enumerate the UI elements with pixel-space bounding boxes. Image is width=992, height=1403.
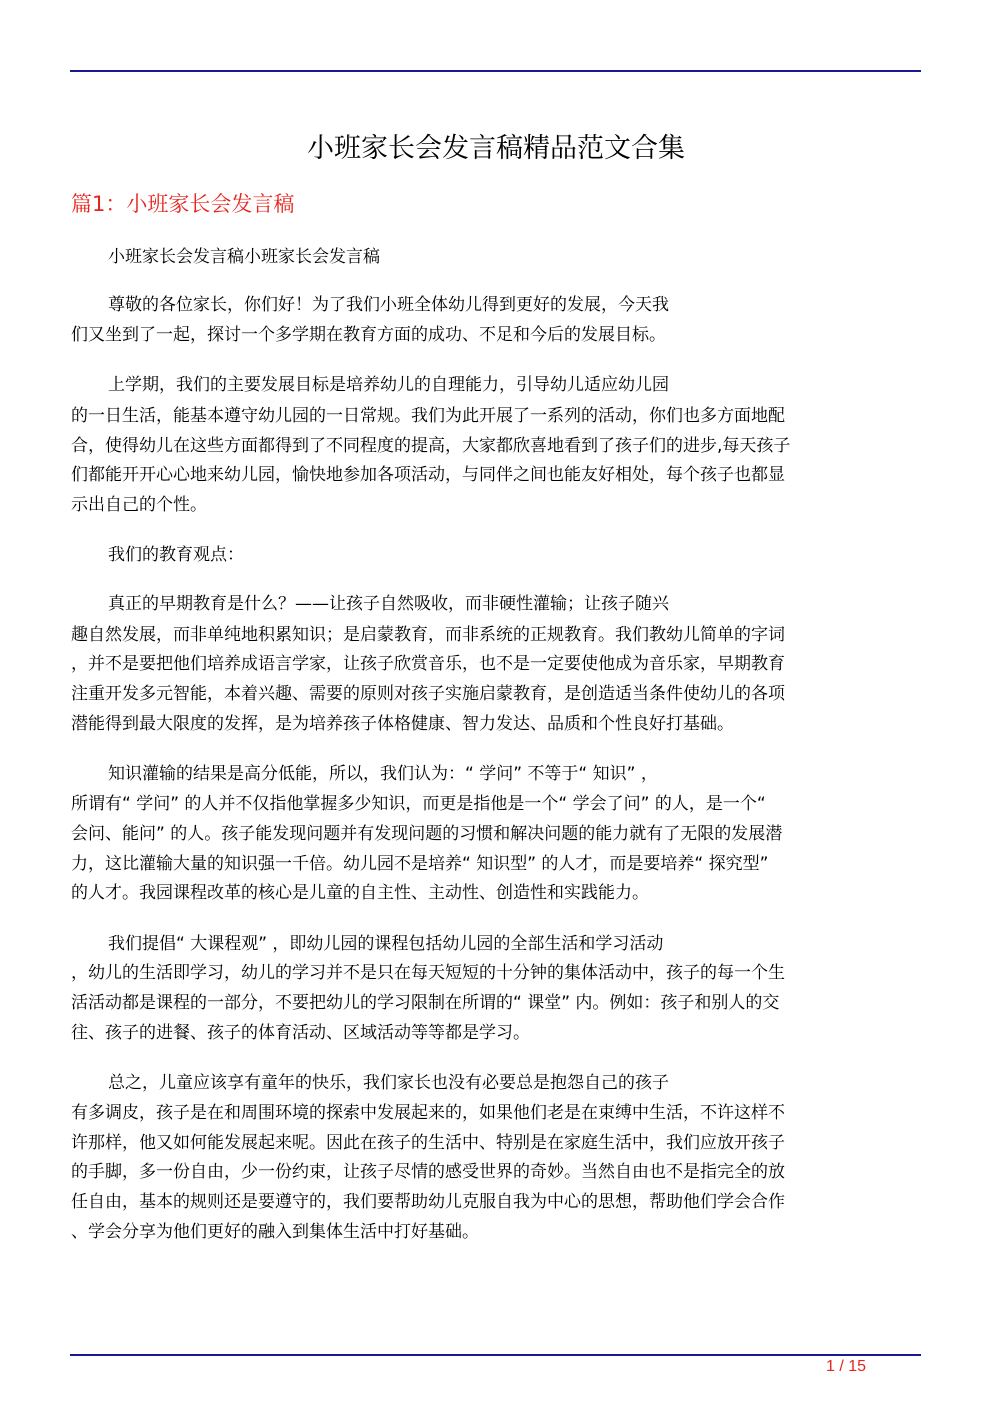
page-number: 1 / 15 <box>826 1358 867 1375</box>
text-line: 真正的早期教育是什么？——让孩子自然吸收，而非硬性灌输；让孩子随兴 <box>108 594 669 614</box>
text-line: 任自由，基本的规则还是要遵守的，我们要帮助幼儿克服自我为中心的思想，帮助他们学会合作 <box>71 1192 785 1212</box>
text-line: 有多调皮，孩子是在和周围环境的探索中发展起来的，如果他们老是在束缚中生活，不许这样不 <box>71 1103 785 1123</box>
text-line: 力，这比灌输大量的知识强一千倍。幼儿园不是培养“ 知识型” 的人才，而是要培养“ 探究型” <box>71 854 769 874</box>
document-title: 小班家长会发言稿精品范文合集 <box>307 133 685 164</box>
text-line: 、学会分享为他们更好的融入到集体生活中打好基础。 <box>71 1222 479 1242</box>
text-line: 潜能得到最大限度的发挥，是为培养孩子体格健康、智力发达、品质和个性良好打基础。 <box>71 714 734 734</box>
text-line: 小班家长会发言稿小班家长会发言稿 <box>108 247 380 267</box>
text-line: 往、孩子的进餐、孩子的体育活动、区域活动等等都是学习。 <box>71 1023 530 1043</box>
text-line: 所谓有“ 学问” 的人并不仅指他掌握多少知识，而更是指他是一个“ 学会了问” 的人，是一个“ <box>71 794 766 814</box>
text-line: ，幼儿的生活即学习，幼儿的学习并不是只在每天短短的十分钟的集体活动中，孩子的每一个生 <box>71 963 785 983</box>
text-line: 们都能开开心心地来幼儿园，愉快地参加各项活动，与同伴之间也能友好相处，每个孩子也都显 <box>71 465 785 485</box>
text-line: 的人才。我园课程改革的核心是儿童的自主性、主动性、创造性和实践能力。 <box>71 883 649 903</box>
text-line: 的手脚，多一份自由，少一份约束，让孩子尽情的感受世界的奇妙。当然自由也不是指完全的放 <box>71 1162 785 1182</box>
section-heading: 篇1：小班家长会发言稿 <box>71 192 295 216</box>
text-line: 会问、能问” 的人。孩子能发现问题并有发现问题的习惯和解决问题的能力就有了无限的发展潜 <box>71 824 783 844</box>
text-line: 我们提倡“ 大课程观” ，即幼儿园的课程包括幼儿园的全部生活和学习活动 <box>108 934 664 954</box>
text-line: 知识灌输的结果是高分低能，所以，我们认为：“ 学问” 不等于“ 知识” ， <box>108 764 658 784</box>
text-line: 尊敬的各位家长，你们好！为了我们小班全体幼儿得到更好的发展，今天我 <box>108 295 669 315</box>
text-line: 的一日生活，能基本遵守幼儿园的一日常规。我们为此开展了一系列的活动，你们也多方面地配 <box>71 406 785 426</box>
top-rule <box>70 70 921 72</box>
text-line: 我们的教育观点： <box>108 545 244 565</box>
text-line: 活活动都是课程的一部分，不要把幼儿的学习限制在所谓的“ 课堂” 内。例如：孩子和别人的交 <box>71 993 780 1013</box>
text-line: 许那样，他又如何能发展起来呢。因此在孩子的生活中、特别是在家庭生活中，我们应放开孩子 <box>71 1133 785 1153</box>
text-line: 注重开发多元智能，本着兴趣、需要的原则对孩子实施启蒙教育，是创造适当条件使幼儿的各项 <box>71 684 785 704</box>
text-line: 上学期，我们的主要发展目标是培养幼儿的自理能力，引导幼儿适应幼儿园 <box>108 375 669 395</box>
bottom-rule <box>70 1354 921 1356</box>
text-line: 趣自然发展，而非单纯地积累知识；是启蒙教育，而非系统的正规教育。我们教幼儿简单的字词 <box>71 625 785 645</box>
text-line: 示出自己的个性。 <box>71 495 207 515</box>
text-line: 合，使得幼儿在这些方面都得到了不同程度的提高，大家都欣喜地看到了孩子们的进步,每天孩子 <box>71 436 791 456</box>
text-line: ，并不是要把他们培养成语言学家，让孩子欣赏音乐，也不是一定要使他成为音乐家，早期教育 <box>71 654 785 674</box>
text-line: 总之，儿童应该享有童年的快乐，我们家长也没有必要总是抱怨自己的孩子 <box>108 1073 669 1093</box>
text-line: 们又坐到了一起，探讨一个多学期在教育方面的成功、不足和今后的发展目标。 <box>71 325 666 345</box>
